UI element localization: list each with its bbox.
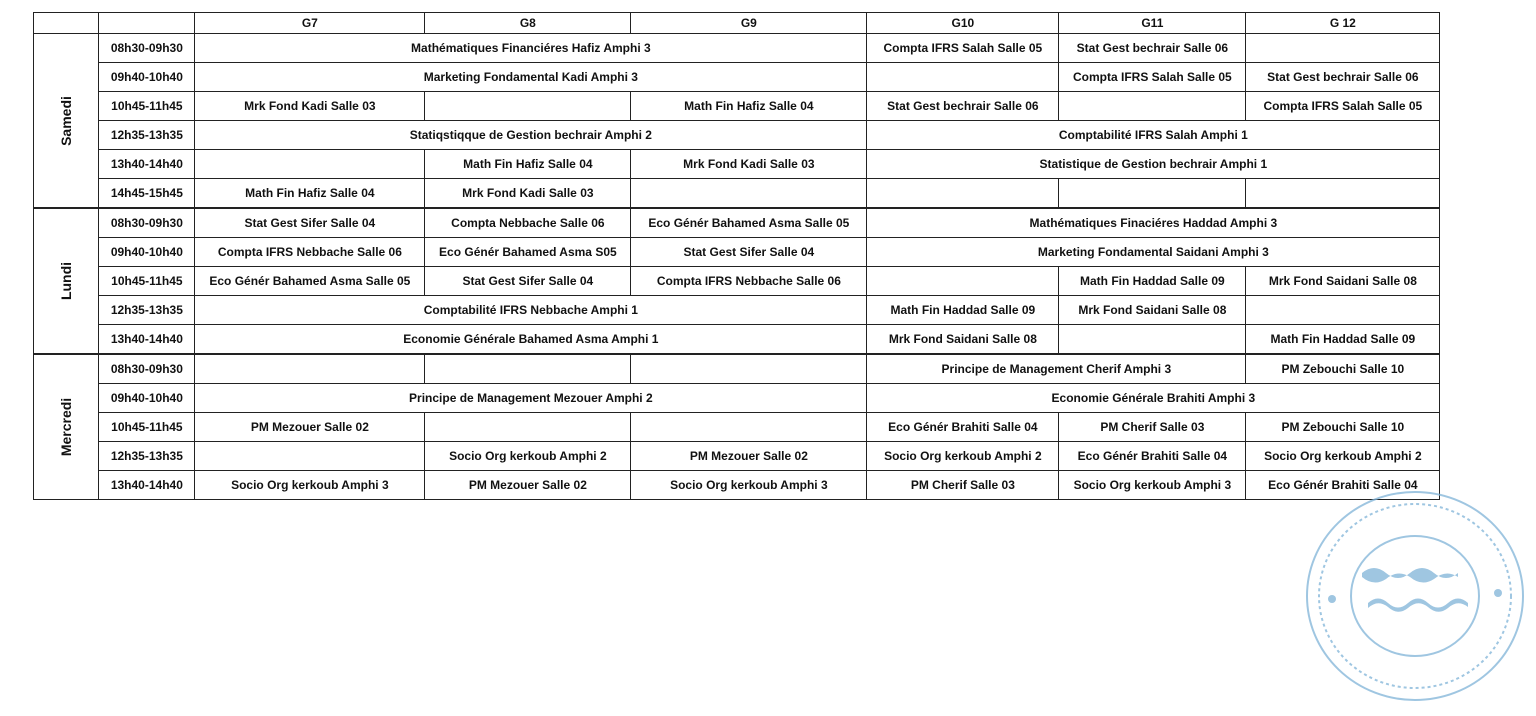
day-label: Mercredi [58,397,75,457]
course-cell: Stat Gest Sifer Salle 04 [195,208,425,238]
empty-cell [631,179,867,209]
header-group: G9 [631,13,867,34]
timetable-row [34,238,1440,267]
course-cell: Socio Org kerkoub Amphi 3 [631,471,867,500]
course-cell: Socio Org kerkoub Amphi 2 [1246,442,1440,471]
course-cell: Math Fin Haddad Salle 09 [1059,267,1246,296]
course-cell: Eco Génér Brahiti Salle 04 [1246,471,1440,500]
course-cell: Mathématiques Finaciéres Haddad Amphi 3 [867,208,1440,238]
timetable-row [34,267,1440,296]
time-slot: 10h45-11h45 [99,92,195,121]
course-cell: Compta IFRS Nebbache Salle 06 [195,238,425,267]
course-cell: Marketing Fondamental Kadi Amphi 3 [195,63,867,92]
timetable [33,12,1440,500]
header-day-corner [34,13,99,34]
time-slot: 10h45-11h45 [99,413,195,442]
header-time-corner [99,13,195,34]
timetable-row [34,92,1440,121]
time-slot: 08h30-09h30 [99,34,195,63]
timetable-row [34,63,1440,92]
timetable-row [34,354,1440,384]
time-slot: 12h35-13h35 [99,121,195,150]
course-cell: PM Cherif Salle 03 [867,471,1059,500]
empty-cell [425,413,631,442]
course-cell: Principe de Management Mezouer Amphi 2 [195,384,867,413]
time-slot: 10h45-11h45 [99,267,195,296]
timetable-row [34,413,1440,442]
time-slot: 13h40-14h40 [99,325,195,355]
timetable-row [34,471,1440,500]
course-cell: PM Cherif Salle 03 [1059,413,1246,442]
time-slot: 09h40-10h40 [99,63,195,92]
office-stamp [1302,487,1528,705]
day-label: Lundi [58,261,75,301]
course-cell: Mrk Fond Kadi Salle 03 [195,92,425,121]
time-slot: 13h40-14h40 [99,471,195,500]
course-cell: Mrk Fond Saidani Salle 08 [1246,267,1440,296]
empty-cell [1246,34,1440,63]
course-cell: PM Mezouer Salle 02 [425,471,631,500]
course-cell: Principe de Management Cherif Amphi 3 [867,354,1246,384]
course-cell: PM Zebouchi Salle 10 [1246,354,1440,384]
course-cell: Mrk Fond Kadi Salle 03 [631,150,867,179]
course-cell: Math Fin Haddad Salle 09 [1246,325,1440,355]
course-cell: Math Fin Hafiz Salle 04 [631,92,867,121]
course-cell: Compta IFRS Nebbache Salle 06 [631,267,867,296]
timetable-row [34,296,1440,325]
timetable-body [34,34,1440,500]
empty-cell [1059,325,1246,355]
empty-cell [425,354,631,384]
course-cell: Compta Nebbache Salle 06 [425,208,631,238]
timetable-row [34,179,1440,209]
course-cell: Math Fin Haddad Salle 09 [867,296,1059,325]
header-group: G10 [867,13,1059,34]
course-cell: Math Fin Hafiz Salle 04 [425,150,631,179]
time-slot: 08h30-09h30 [99,208,195,238]
course-cell: Stat Gest bechrair Salle 06 [1059,34,1246,63]
time-slot: 14h45-15h45 [99,179,195,209]
empty-cell [1059,179,1246,209]
time-slot: 09h40-10h40 [99,384,195,413]
course-cell: PM Mezouer Salle 02 [195,413,425,442]
course-cell: Economie Générale Bahamed Asma Amphi 1 [195,325,867,355]
empty-cell [631,413,867,442]
time-slot: 12h35-13h35 [99,442,195,471]
empty-cell [867,179,1059,209]
day-cell [34,354,99,500]
course-cell: Economie Générale Brahiti Amphi 3 [867,384,1440,413]
course-cell: Stat Gest Sifer Salle 04 [425,267,631,296]
empty-cell [1246,296,1440,325]
timetable-row [34,121,1440,150]
timetable-row [34,208,1440,238]
day-cell [34,34,99,209]
course-cell: Mrk Fond Kadi Salle 03 [425,179,631,209]
course-cell: Mathématiques Financiéres Hafiz Amphi 3 [195,34,867,63]
timetable-row [34,325,1440,355]
course-cell: Compta IFRS Salah Salle 05 [1246,92,1440,121]
timetable-row [34,34,1440,63]
course-cell: Eco Génér Brahiti Salle 04 [1059,442,1246,471]
course-cell: Stat Gest bechrair Salle 06 [867,92,1059,121]
empty-cell [195,150,425,179]
empty-cell [631,354,867,384]
course-cell: Mrk Fond Saidani Salle 08 [867,325,1059,355]
course-cell: Comptabilité IFRS Salah Amphi 1 [867,121,1440,150]
time-slot: 13h40-14h40 [99,150,195,179]
time-slot: 09h40-10h40 [99,238,195,267]
empty-cell [867,63,1059,92]
course-cell: Stat Gest bechrair Salle 06 [1246,63,1440,92]
course-cell: Socio Org kerkoub Amphi 3 [1059,471,1246,500]
empty-cell [425,92,631,121]
header-group: G7 [195,13,425,34]
empty-cell [1059,92,1246,121]
empty-cell [195,442,425,471]
course-cell: PM Mezouer Salle 02 [631,442,867,471]
time-slot: 08h30-09h30 [99,354,195,384]
day-label: Samedi [58,95,75,146]
timetable-row [34,384,1440,413]
course-cell: Eco Génér Brahiti Salle 04 [867,413,1059,442]
day-cell [34,208,99,354]
course-cell: Socio Org kerkoub Amphi 3 [195,471,425,500]
time-slot: 12h35-13h35 [99,296,195,325]
course-cell: Compta IFRS Salah Salle 05 [867,34,1059,63]
course-cell: Mrk Fond Saidani Salle 08 [1059,296,1246,325]
course-cell: Eco Génér Bahamed Asma S05 [425,238,631,267]
course-cell: Compta IFRS Salah Salle 05 [1059,63,1246,92]
empty-cell [867,267,1059,296]
course-cell: Statistique de Gestion bechrair Amphi 1 [867,150,1440,179]
course-cell: Math Fin Hafiz Salle 04 [195,179,425,209]
course-cell: Socio Org kerkoub Amphi 2 [867,442,1059,471]
course-cell: Comptabilité IFRS Nebbache Amphi 1 [195,296,867,325]
course-cell: Eco Génér Bahamed Asma Salle 05 [195,267,425,296]
empty-cell [1246,179,1440,209]
course-cell: Socio Org kerkoub Amphi 2 [425,442,631,471]
course-cell: Stat Gest Sifer Salle 04 [631,238,867,267]
course-cell: Eco Génér Bahamed Asma Salle 05 [631,208,867,238]
course-cell: PM Zebouchi Salle 10 [1246,413,1440,442]
course-cell: Statiqstiqque de Gestion bechrair Amphi 2 [195,121,867,150]
header-group: G 12 [1246,13,1440,34]
timetable-row [34,150,1440,179]
header-row [34,13,1440,34]
header-group: G11 [1059,13,1246,34]
empty-cell [195,354,425,384]
header-group: G8 [425,13,631,34]
course-cell: Marketing Fondamental Saidani Amphi 3 [867,238,1440,267]
timetable-row [34,442,1440,471]
